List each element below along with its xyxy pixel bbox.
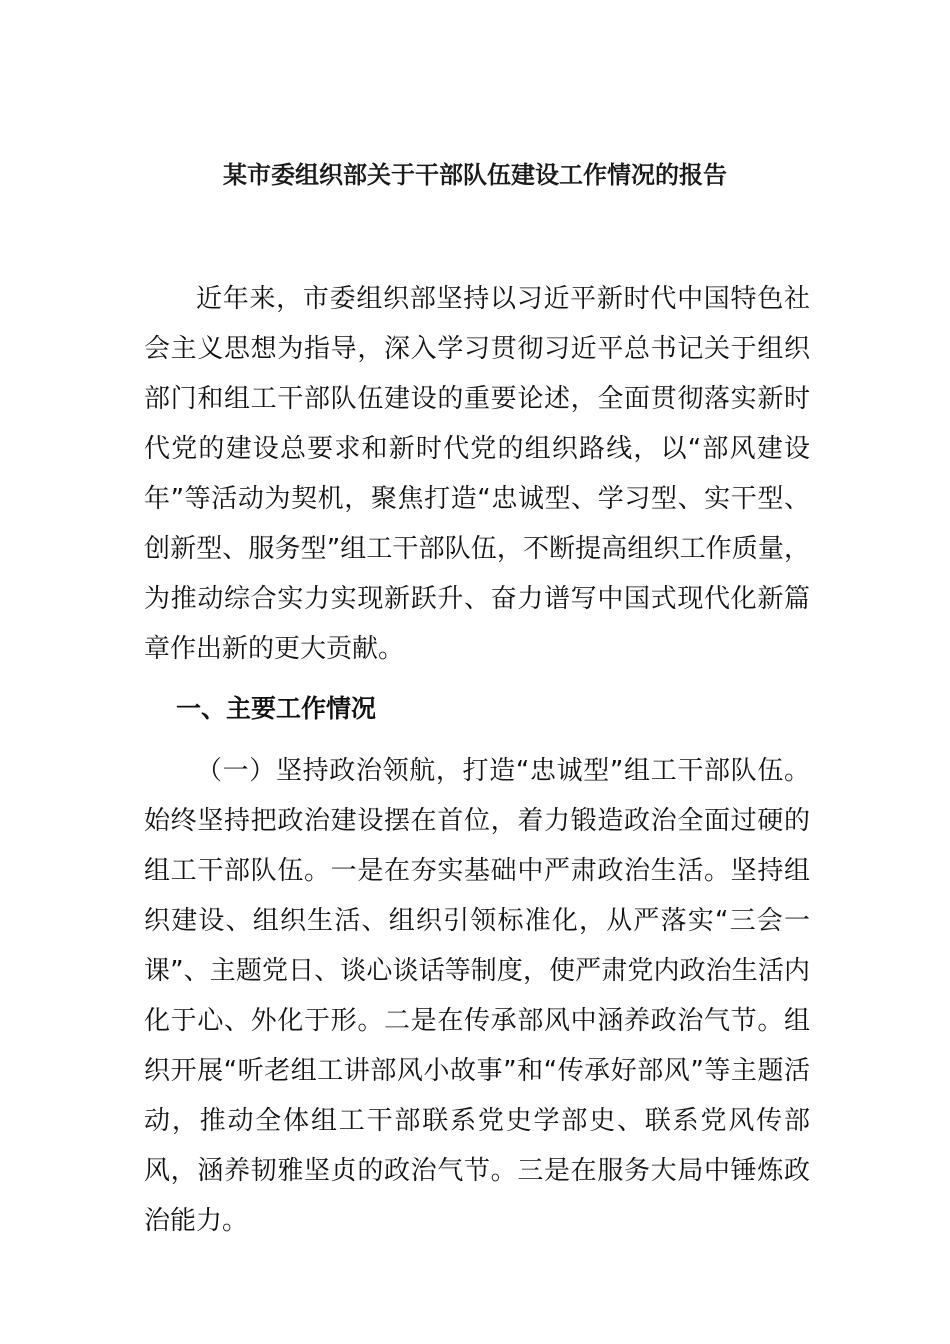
section-heading: 一、主要工作情况 <box>176 694 377 723</box>
document-title: 某市委组织部关于干部队伍建设工作情况的报告 <box>223 161 727 189</box>
section-paragraph: （一）坚持政治领航，打造“忠诚型”组工干部队伍。始终坚持把政治建设摆在首位，着力锻造政治全面过硬的组工干部队伍。一是在夯实基础中严肃政治生活。坚持组织建设、组织生活、组织引领标准化，从严落实“三会一课”、主题党日、谈心谈话等制度，使严肃党内政治生活内化于心、外化于形。二是在传承部风中涵养政治气节。组织开展“听老组工讲部风小故事”和“传承好部风”等主题活动，推动全体组工干部联系党史学部史、联系党风传部风，涵养韧雅坚贞的政治气节。三是在服务大局中锤炼政治能力。 <box>144 756 810 1236</box>
intro-paragraph: 近年来，市委组织部坚持以习近平新时代中国特色社会主义思想为指导，深入学习贯彻习近平总书记关于组织部门和组工干部队伍建设的重要论述，全面贯彻落实新时代党的建设总要求和新时代党的组织路线，以“部风建设年”等活动为契机，聚焦打造“忠诚型、学习型、实干型、创新型、服务型”组工干部队伍，不断提高组织工作质量，为推动综合实力实现新跃升、奋力谱写中国式现代化新篇章作出新的更大贡献。 <box>144 284 810 664</box>
